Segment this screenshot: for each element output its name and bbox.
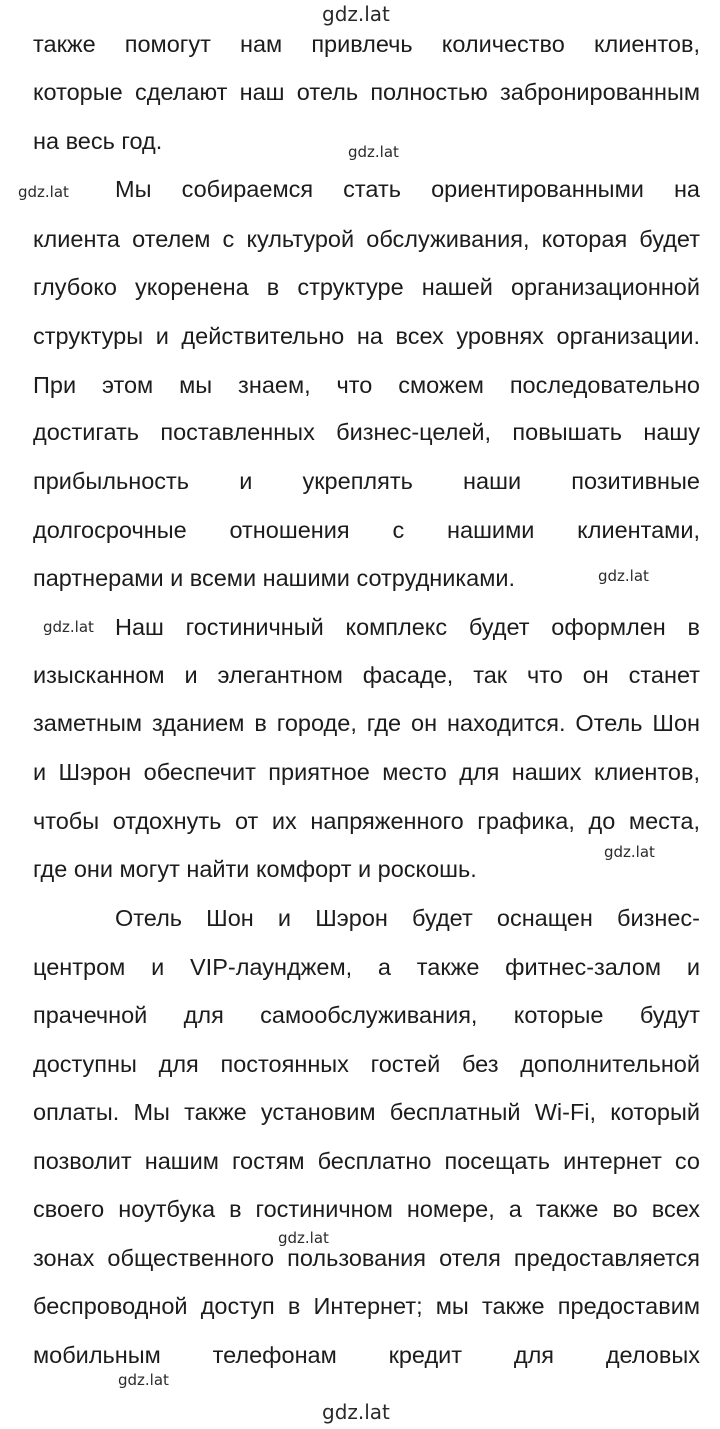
watermark-inline: gdz.lat [348,143,399,161]
text-line: клиента отелем с культурой обслуживания, которая будет [33,226,700,252]
text-line: Отель Шон и Шэрон будет оснащен бизнес- [115,905,700,931]
text-line: Мы собираемся стать ориентированными на [115,176,700,202]
watermark-inline: gdz.lat [118,1371,169,1389]
text-line: доступны для постоянных гостей без дополнительной [33,1051,700,1077]
text-line: При этом мы знаем, что сможем последовательно [33,372,700,398]
text-line: где они могут найти комфорт и роскошь. [33,856,477,882]
text-line: глубоко укоренена в структуре нашей организационной [33,274,700,300]
text-line: чтобы отдохнуть от их напряженного графика, до места, [33,808,700,834]
text-line: достигать поставленных бизнес-целей, повышать нашу [33,419,700,445]
text-line: изысканном и элегантном фасаде, так что он станет [33,662,700,688]
text-line: своего ноутбука в гостиничном номере, а также во всех [33,1196,700,1222]
text-line: которые сделают наш отель полностью забронированным [33,79,700,105]
text-line: Наш гостиничный комплекс будет оформлен в [115,614,700,640]
text-line: беспроводной доступ в Интернет; мы также предоставим [33,1293,700,1319]
text-line: и Шэрон обеспечит приятное место для наших клиентов, [33,759,700,785]
watermark-inline: gdz.lat [598,567,649,585]
text-line: также помогут нам привлечь количество клиентов, [33,31,700,57]
text-line: зонах общественного пользования отеля предоставляется [33,1245,700,1271]
text-line: на весь год. [33,128,163,154]
text-line: прибыльность и укреплять наши позитивные [33,468,700,494]
watermark-inline: gdz.lat [18,183,69,201]
text-line: структуры и действительно на всех уровнях организации. [33,323,700,349]
text-line: прачечной для самообслуживания, которые будут [33,1002,700,1028]
watermark-bottom: gdz.lat [322,1400,390,1424]
watermark-inline: gdz.lat [604,843,655,861]
text-line: центром и VIP-лаунджем, а также фитнес-залом и [33,954,700,980]
watermark-inline: gdz.lat [43,618,94,636]
text-line: мобильным телефонам кредит для деловых [33,1342,700,1368]
watermark-inline: gdz.lat [278,1229,329,1247]
watermark-top: gdz.lat [322,2,390,26]
text-line: позволит нашим гостям бесплатно посещать интернет со [33,1148,700,1174]
text-line: оплаты. Мы также установим бесплатный Wi-Fi, который [33,1099,700,1125]
text-line: долгосрочные отношения с нашими клиентами, [33,517,700,543]
text-line: партнерами и всеми нашими сотрудниками. [33,565,516,591]
text-line: заметным зданием в городе, где он находится. Отель Шон [33,710,700,736]
